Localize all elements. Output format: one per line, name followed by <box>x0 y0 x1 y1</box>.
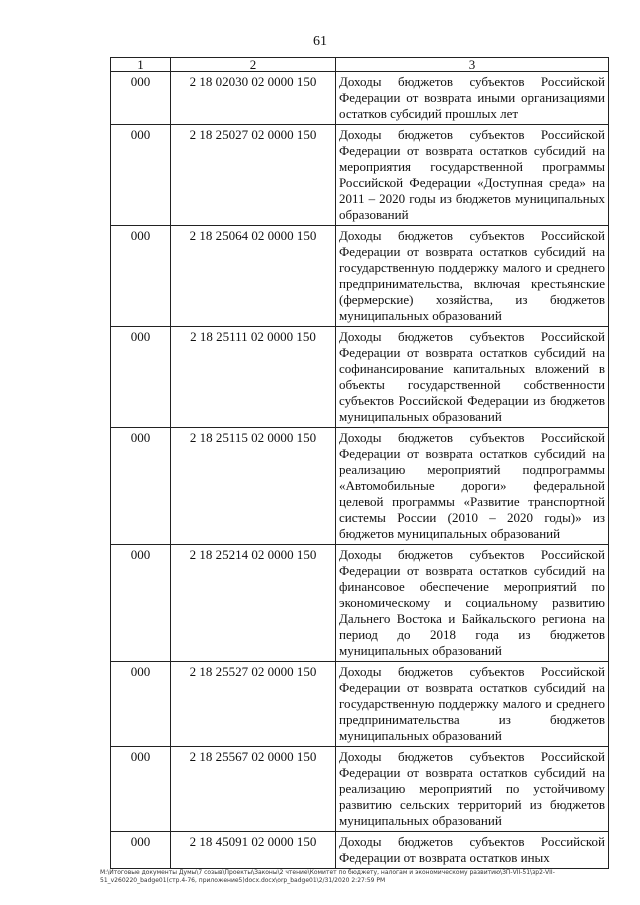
table-row <box>111 125 609 226</box>
budget-classification-code-cell: 2 18 25027 02 0000 150 <box>171 125 336 226</box>
admin-code-cell: 000 <box>111 327 171 428</box>
admin-code-cell: 000 <box>111 545 171 662</box>
table-row <box>111 545 609 662</box>
table-row <box>111 72 609 125</box>
admin-code-cell: 000 <box>111 747 171 832</box>
revenue-description-cell: Доходы бюджетов субъектов Российской Федерации от возврата остатков субсидий на государственную поддержку малого и среднего предпринимательства из бюджетов муниципальных образований <box>336 662 609 747</box>
table-header-row <box>111 58 609 72</box>
revenue-description-cell: Доходы бюджетов субъектов Российской Федерации от возврата иными организациями остатков субсидий прошлых лет <box>336 72 609 125</box>
budget-classification-code-cell: 2 18 45091 02 0000 150 <box>171 832 336 869</box>
budget-classification-code-cell: 2 18 25214 02 0000 150 <box>171 545 336 662</box>
revenue-description-cell: Доходы бюджетов субъектов Российской Федерации от возврата остатков субсидий на софинансирование капитальных вложений в объекты государственной собственности субъектов Российской Федерации из бюджетов муниципальных образований <box>336 327 609 428</box>
admin-code-cell: 000 <box>111 72 171 125</box>
admin-code-cell: 000 <box>111 226 171 327</box>
budget-classification-code-cell: 2 18 25527 02 0000 150 <box>171 662 336 747</box>
revenue-description-cell: Доходы бюджетов субъектов Российской Федерации от возврата остатков иных <box>336 832 609 869</box>
table-row <box>111 832 609 869</box>
budget-classification-code-cell: 2 18 25567 02 0000 150 <box>171 747 336 832</box>
budget-classification-code-cell: 2 18 25111 02 0000 150 <box>171 327 336 428</box>
column-header-1: 1 <box>111 58 171 72</box>
revenue-description-cell: Доходы бюджетов субъектов Российской Федерации от возврата остатков субсидий на государственную поддержку малого и среднего предпринимательства, включая крестьянские (фермерские) хозяйства, из бюджетов муниципальных образований <box>336 226 609 327</box>
budget-classification-code-cell: 2 18 25064 02 0000 150 <box>171 226 336 327</box>
admin-code-cell: 000 <box>111 125 171 226</box>
table-row <box>111 327 609 428</box>
budget-classification-code-cell: 2 18 02030 02 0000 150 <box>171 72 336 125</box>
revenue-description-cell: Доходы бюджетов субъектов Российской Федерации от возврата остатков субсидий на финансовое обеспечение мероприятий по экономическому и социальному развитию Дальнего Востока и Байкальского региона на период до 2018 года из бюджетов муниципальных образований <box>336 545 609 662</box>
revenue-description-cell: Доходы бюджетов субъектов Российской Федерации от возврата остатков субсидий на реализацию мероприятий подпрограммы «Автомобильные дороги» федеральной целевой программы «Развитие транспортной системы России (2010 – 2020 годы)» из бюджетов муниципальных образований <box>336 428 609 545</box>
admin-code-cell: 000 <box>111 428 171 545</box>
document-file-path-footer: M:\Итоговые документы Думы\7 созыв\Проекты\Законы\2 чтение\Комитет по бюджету, налогам и экономическому развитию\ЗП-VII-51\зр2-VII-51_v260220_badge01(стр.4-76, приложение5)docx.docx\orp_badge01\2/31/2020 2:27:59 PM <box>100 869 555 884</box>
column-header-2: 2 <box>171 58 336 72</box>
admin-code-cell: 000 <box>111 832 171 869</box>
revenue-description-cell: Доходы бюджетов субъектов Российской Федерации от возврата остатков субсидий на мероприятия государственной программы Российской Федерации «Доступная среда» на 2011 – 2020 годы из бюджетов муниципальных образований <box>336 125 609 226</box>
revenue-codes-table <box>110 57 609 869</box>
table-row <box>111 226 609 327</box>
table-row <box>111 662 609 747</box>
column-header-3: 3 <box>336 58 609 72</box>
table-row <box>111 428 609 545</box>
page-number: 61 <box>313 34 327 49</box>
table-row <box>111 747 609 832</box>
budget-classification-code-cell: 2 18 25115 02 0000 150 <box>171 428 336 545</box>
revenue-description-cell: Доходы бюджетов субъектов Российской Федерации от возврата остатков субсидий на реализацию мероприятий по устойчивому развитию сельских территорий из бюджетов муниципальных образований <box>336 747 609 832</box>
admin-code-cell: 000 <box>111 662 171 747</box>
